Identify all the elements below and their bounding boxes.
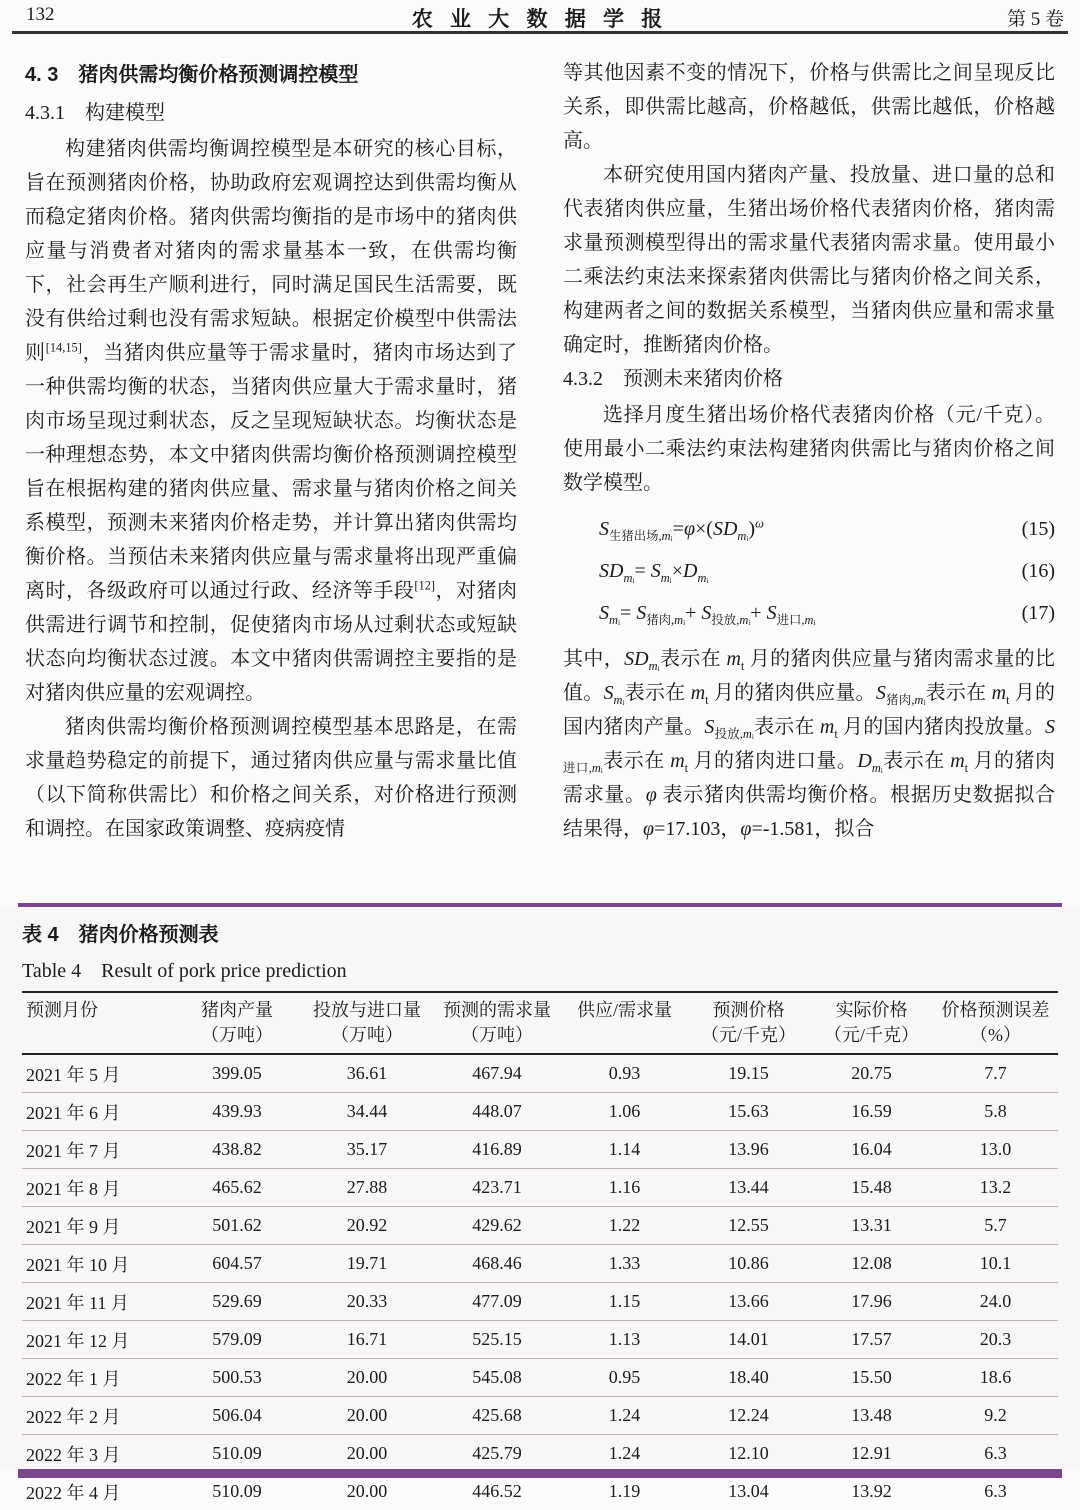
table-cell: 545.08 xyxy=(432,1359,562,1397)
column-header xyxy=(432,992,562,1054)
table-cell: 604.57 xyxy=(172,1245,302,1283)
table-cell: 17.57 xyxy=(810,1321,933,1359)
table-cell: 18.6 xyxy=(933,1359,1058,1397)
equation-block xyxy=(563,516,1055,626)
month-cell: 2022 年 4 月 xyxy=(22,1473,172,1510)
column-unit: （万吨） xyxy=(172,1023,302,1047)
table-cell: 525.15 xyxy=(432,1321,562,1359)
table-cell: 19.71 xyxy=(302,1245,432,1283)
table-row xyxy=(22,1435,1058,1473)
table-row xyxy=(22,1321,1058,1359)
table-cell: 18.40 xyxy=(687,1359,810,1397)
table-cell: 1.33 xyxy=(562,1245,687,1283)
table-cell: 438.82 xyxy=(172,1131,302,1169)
table-cell: 20.92 xyxy=(302,1207,432,1245)
table-header xyxy=(22,992,1058,1054)
table-cell: 13.48 xyxy=(810,1397,933,1435)
subsection-heading-431: 4.3.1 构建模型 xyxy=(25,96,517,130)
table-cell: 19.15 xyxy=(687,1054,810,1093)
column-unit: （元/千克） xyxy=(810,1023,933,1047)
table-cell: 579.09 xyxy=(172,1321,302,1359)
month-cell: 2021 年 7 月 xyxy=(22,1131,172,1169)
table-row xyxy=(22,1473,1058,1510)
paragraph-continuation: 等其他因素不变的情况下，价格与供需比之间呈现反比关系，即供需比越高，价格越低，供需比越低，价格越高。 xyxy=(563,56,1055,158)
column-header xyxy=(172,992,302,1054)
table-cell: 10.86 xyxy=(687,1245,810,1283)
month-cell: 2022 年 3 月 xyxy=(22,1435,172,1473)
table-cell: 12.10 xyxy=(687,1435,810,1473)
table-row xyxy=(22,1245,1058,1283)
table-cell: 468.46 xyxy=(432,1245,562,1283)
page-header xyxy=(12,0,1068,34)
table-cell: 9.2 xyxy=(933,1397,1058,1435)
table-cell: 15.50 xyxy=(810,1359,933,1397)
table-cell: 20.75 xyxy=(810,1054,933,1093)
month-cell: 2021 年 5 月 xyxy=(22,1054,172,1093)
paragraph-supply-definition: 本研究使用国内猪肉产量、投放量、进口量的总和代表猪肉供应量，生猪出场价格代表猪肉价格，猪肉需求量预测模型得出的需求量代表猪肉需求量。使用最小二乘法约束法来探索猪肉供需比与猪肉价格之间关系，构建两者之间的数据关系模型，当猪肉供应量和需求量确定时，推断猪肉价格。 xyxy=(563,158,1055,362)
table-cell: 467.94 xyxy=(432,1054,562,1093)
equation-formula: $SD_{mᵢ}= S_{mᵢ}\times D_{mᵢ}$ xyxy=(599,558,708,584)
column-label: 价格预测误差 xyxy=(933,997,1058,1023)
table-cell: 24.0 xyxy=(933,1283,1058,1321)
column-header xyxy=(22,992,172,1054)
table-cell: 1.15 xyxy=(562,1283,687,1321)
table-cell: 20.33 xyxy=(302,1283,432,1321)
table-cell: 20.00 xyxy=(302,1359,432,1397)
subsection-heading-432: 4.3.2 预测未来猪肉价格 xyxy=(563,362,1055,396)
table-cell: 13.31 xyxy=(810,1207,933,1245)
article-body xyxy=(25,56,1055,898)
table-cell: 15.48 xyxy=(810,1169,933,1207)
column-header xyxy=(933,992,1058,1054)
table-row xyxy=(22,1131,1058,1169)
table-cell: 465.62 xyxy=(172,1169,302,1207)
table-cell: 17.96 xyxy=(810,1283,933,1321)
table-row xyxy=(22,1054,1058,1093)
table-cell: 20.00 xyxy=(302,1435,432,1473)
month-cell: 2021 年 12 月 xyxy=(22,1321,172,1359)
table-cell: 35.17 xyxy=(302,1131,432,1169)
column-header xyxy=(562,992,687,1054)
month-cell: 2021 年 6 月 xyxy=(22,1093,172,1131)
table-cell: 13.0 xyxy=(933,1131,1058,1169)
table-cell: 13.44 xyxy=(687,1169,810,1207)
equation-number: (15) xyxy=(1022,516,1055,542)
table-row xyxy=(22,1093,1058,1131)
right-column xyxy=(563,56,1055,898)
column-unit: （万吨） xyxy=(432,1023,562,1047)
table-cell: 448.07 xyxy=(432,1093,562,1131)
table-cell: 0.93 xyxy=(562,1054,687,1093)
table-cell: 423.71 xyxy=(432,1169,562,1207)
table-cell: 12.24 xyxy=(687,1397,810,1435)
table-cell: 501.62 xyxy=(172,1207,302,1245)
page-number: 132 xyxy=(26,4,55,26)
pork-price-prediction-table xyxy=(22,991,1058,1510)
table-cell: 5.8 xyxy=(933,1093,1058,1131)
table-cell: 510.09 xyxy=(172,1435,302,1473)
table-cell: 425.79 xyxy=(432,1435,562,1473)
table-cell: 416.89 xyxy=(432,1131,562,1169)
table-cell: 1.22 xyxy=(562,1207,687,1245)
table-cell: 36.61 xyxy=(302,1054,432,1093)
table-cell: 27.88 xyxy=(302,1169,432,1207)
column-label: 预测的需求量 xyxy=(432,997,562,1023)
table-cell: 20.00 xyxy=(302,1473,432,1510)
table-row xyxy=(22,1359,1058,1397)
table-cell: 13.96 xyxy=(687,1131,810,1169)
table-cell: 15.63 xyxy=(687,1093,810,1131)
table-cell: 1.16 xyxy=(562,1169,687,1207)
table-cell: 20.00 xyxy=(302,1397,432,1435)
table-cell: 1.13 xyxy=(562,1321,687,1359)
table-caption-zh: 表 4 猪肉价格预测表 xyxy=(22,918,1058,947)
table-cell: 1.19 xyxy=(562,1473,687,1510)
paragraph-model-idea: 猪肉供需均衡价格预测调控模型基本思路是，在需求量趋势稳定的前提下，通过猪肉供应量与需求量比值（以下简称供需比）和价格之间关系，对价格进行预测和调控。在国家政策调整、疫病疫情 xyxy=(25,710,517,846)
table-cell: 6.3 xyxy=(933,1435,1058,1473)
table-cell: 1.06 xyxy=(562,1093,687,1131)
table-cell: 477.09 xyxy=(432,1283,562,1321)
table-cell: 510.09 xyxy=(172,1473,302,1510)
table-cell: 12.91 xyxy=(810,1435,933,1473)
month-cell: 2021 年 10 月 xyxy=(22,1245,172,1283)
equation-number: (17) xyxy=(1022,600,1055,626)
month-cell: 2021 年 8 月 xyxy=(22,1169,172,1207)
table-row xyxy=(22,1397,1058,1435)
table-row xyxy=(22,1283,1058,1321)
table-cell: 446.52 xyxy=(432,1473,562,1510)
column-label: 实际价格 xyxy=(810,997,933,1023)
month-cell: 2021 年 9 月 xyxy=(22,1207,172,1245)
column-label: 预测价格 xyxy=(687,997,810,1023)
table-cell: 16.71 xyxy=(302,1321,432,1359)
month-cell: 2022 年 2 月 xyxy=(22,1397,172,1435)
table-cell: 7.7 xyxy=(933,1054,1058,1093)
table-cell: 1.24 xyxy=(562,1397,687,1435)
table-cell: 13.2 xyxy=(933,1169,1058,1207)
column-label: 供应/需求量 xyxy=(562,997,687,1023)
table-cell: 500.53 xyxy=(172,1359,302,1397)
table-cell: 506.04 xyxy=(172,1397,302,1435)
column-header xyxy=(302,992,432,1054)
month-cell: 2022 年 1 月 xyxy=(22,1359,172,1397)
column-label: 猪肉产量 xyxy=(172,997,302,1023)
table-cell: 425.68 xyxy=(432,1397,562,1435)
column-header xyxy=(687,992,810,1054)
table-caption-en: Table 4 Result of pork price prediction xyxy=(22,954,1058,983)
paragraph-price-model: 选择月度生猪出场价格代表猪肉价格（元/千克）。使用最小二乘法约束法构建猪肉供需比与猪肉价格之间数学模型。 xyxy=(563,398,1055,500)
table-cell: 20.3 xyxy=(933,1321,1058,1359)
table-cell: 399.05 xyxy=(172,1054,302,1093)
table-cell: 12.55 xyxy=(687,1207,810,1245)
table-cell: 439.93 xyxy=(172,1093,302,1131)
equation-formula: $S_{生猪出场,mᵢ}=\varphi\times(SD_{mᵢ})^\omega$ xyxy=(599,516,764,542)
table-row xyxy=(22,1169,1058,1207)
table-cell: 16.04 xyxy=(810,1131,933,1169)
table-cell: 14.01 xyxy=(687,1321,810,1359)
table-header-row xyxy=(22,992,1058,1054)
table-body xyxy=(22,1054,1058,1510)
table-cell: 13.04 xyxy=(687,1473,810,1510)
column-header xyxy=(810,992,933,1054)
paragraph-symbol-explanation: 其中，$SD_{mᵢ}$表示在 $m_t$ 月的猪肉供应量与猪肉需求量的比值。$S_{mᵢ}$表示在 $m_t$ 月的猪肉供应量。$S_{猪肉,mᵢ}$表示在 $m_t$ 月的国内猪肉产量。$S_{投放,mᵢ}$表示在 $m_t$ 月的国内猪肉投放量。$S_{进口,mᵢ}$表示在 $m_t$ 月的猪肉进口量。$D_{mᵢ}$表示在 $m_t$ 月的猪肉需求量。φ 表示猪肉供需均衡价格。根据历史数据拟合结果得，φ=17.103，φ=-1.581，拟合 xyxy=(563,642,1055,846)
table-cell: 529.69 xyxy=(172,1283,302,1321)
table-cell: 13.66 xyxy=(687,1283,810,1321)
column-unit: （元/千克） xyxy=(687,1023,810,1047)
table-cell: 1.24 xyxy=(562,1435,687,1473)
table-cell: 16.59 xyxy=(810,1093,933,1131)
table-cell: 429.62 xyxy=(432,1207,562,1245)
equation-number: (16) xyxy=(1022,558,1055,584)
table-row xyxy=(22,1207,1058,1245)
table-cell: 0.95 xyxy=(562,1359,687,1397)
table-cell: 10.1 xyxy=(933,1245,1058,1283)
journal-title: 农 业 大 数 据 学 报 xyxy=(12,3,1068,33)
column-unit: （%） xyxy=(933,1023,1058,1047)
equation-row xyxy=(563,516,1055,542)
left-column xyxy=(25,56,517,898)
month-cell: 2021 年 11 月 xyxy=(22,1283,172,1321)
table-cell: 34.44 xyxy=(302,1093,432,1131)
section-heading: 4. 3 猪肉供需均衡价格预测调控模型 xyxy=(25,58,517,92)
equation-row xyxy=(563,558,1055,584)
column-unit: （万吨） xyxy=(302,1023,432,1047)
table-cell: 1.14 xyxy=(562,1131,687,1169)
volume-label: 第 5 卷 xyxy=(1007,4,1064,31)
equation-row xyxy=(563,600,1055,626)
table-cell: 13.92 xyxy=(810,1473,933,1510)
page-bottom-bar xyxy=(18,1469,1062,1478)
paragraph-model-goal: 构建猪肉供需均衡调控模型是本研究的核心目标，旨在预测猪肉价格，协助政府宏观调控达到供需均衡从而稳定猪肉价格。猪肉供需均衡指的是市场中的猪肉供应量与消费者对猪肉的需求量基本一致，在供需均衡下，社会再生产顺利进行，同时满足国民生活需要，既没有供给过剩也没有需求短缺。根据定价模型中供需法则[14,15]，当猪肉供应量等于需求量时，猪肉市场达到了一种供需均衡的状态，当猪肉供应量大于需求量时，猪肉市场呈现过剩状态，反之呈现短缺状态。均衡状态是一种理想态势，本文中猪肉供需均衡价格预测调控模型旨在根据构建的猪肉供应量、需求量与猪肉价格之间关系模型，预测未来猪肉价格走势，并计算出猪肉供需均衡价格。当预估未来猪肉供应量与需求量将出现严重偏离时，各级政府可以通过行政、经济等手段[12]，对猪肉供需进行调节和控制，促使猪肉市场从过剩状态或短缺状态向均衡状态过渡。本文中猪肉供需调控主要指的是对猪肉供应量的宏观调控。 xyxy=(25,132,517,710)
equation-formula: $S_{mᵢ}= S_{猪肉,mᵢ}+ S_{投放,mᵢ}+ S_{进口,mᵢ}$ xyxy=(599,600,815,626)
table-section xyxy=(0,907,1080,1469)
table-cell: 12.08 xyxy=(810,1245,933,1283)
column-label: 投放与进口量 xyxy=(302,997,432,1023)
table-cell: 5.7 xyxy=(933,1207,1058,1245)
column-label: 预测月份 xyxy=(26,997,172,1023)
table-cell: 6.3 xyxy=(933,1473,1058,1510)
